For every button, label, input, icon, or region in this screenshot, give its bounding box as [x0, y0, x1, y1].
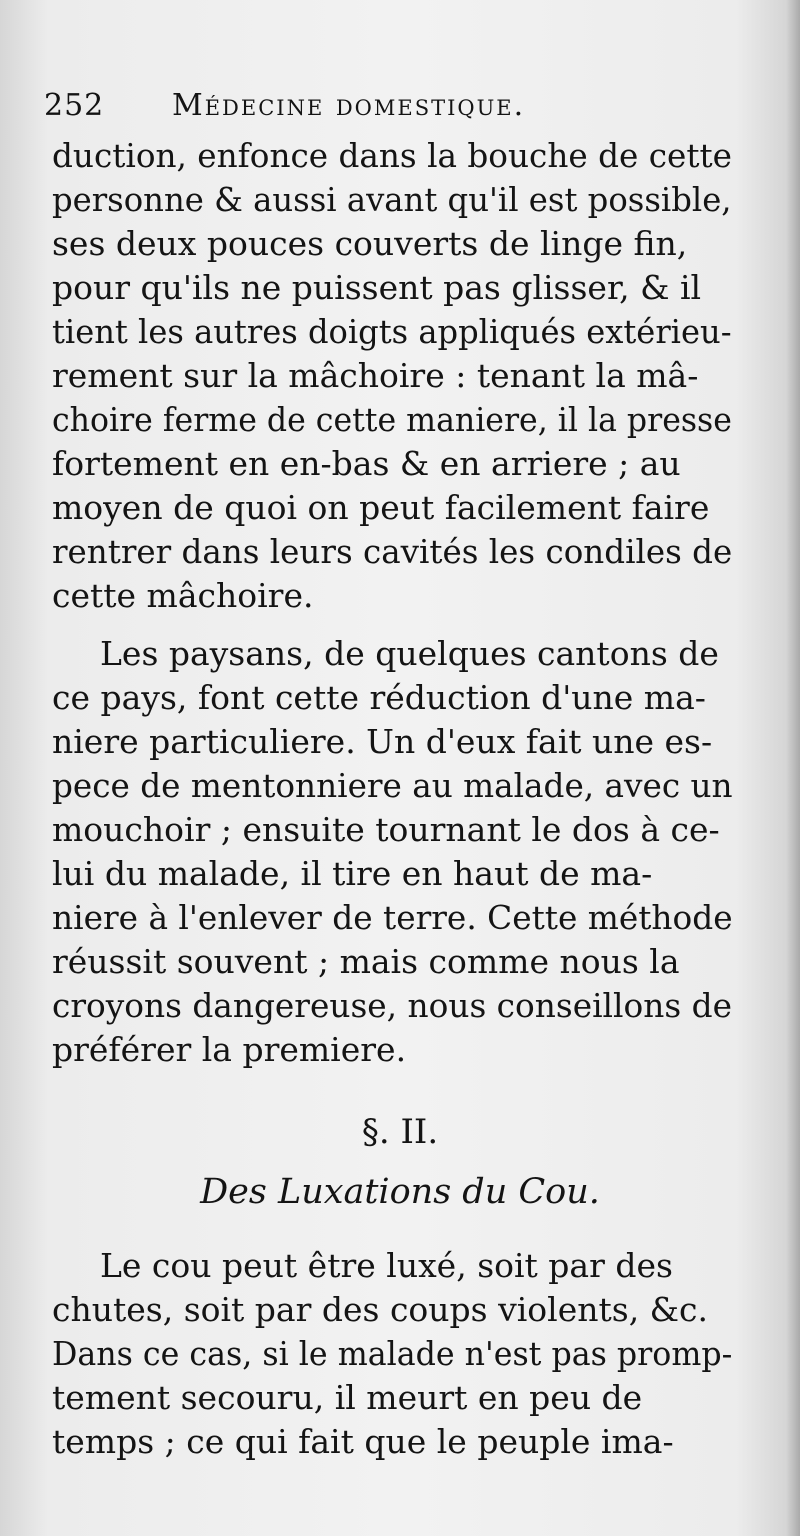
- text-line: mouchoir ; ensuite tournant le dos à ce-: [52, 810, 720, 849]
- text-line: tement secouru, il meurt en peu de: [52, 1378, 643, 1417]
- running-header: [44, 88, 744, 130]
- text-line: personne & aussi avant qu'il est possible,: [52, 180, 732, 219]
- text-line: réussit souvent ; mais comme nous la: [52, 942, 680, 981]
- text-line: Dans ce cas, si le malade n'est pas promp-: [52, 1334, 733, 1373]
- text-line: Les paysans, de quelques cantons de: [100, 634, 719, 673]
- text-line: lui du malade, il tire en haut de ma-: [52, 854, 653, 893]
- text-line: cette mâchoire.: [52, 576, 314, 615]
- text-line: Le cou peut être luxé, soit par des: [100, 1246, 673, 1285]
- text-line: choire ferme de cette maniere, il la presse: [52, 400, 732, 439]
- section-subtitle: Des Luxations du Cou.: [200, 1172, 600, 1212]
- page-number: 252: [44, 88, 105, 123]
- text-line: tient les autres doigts appliqués extérieu-: [52, 312, 732, 351]
- section-heading: §. II.: [361, 1112, 439, 1152]
- text-line: ce pays, font cette réduction d'une ma-: [52, 678, 706, 717]
- text-line: duction, enfonce dans la bouche de cette: [52, 136, 732, 175]
- text-line: croyons dangereuse, nous conseillons de: [52, 986, 732, 1025]
- text-line: chutes, soit par des coups violents, &c.: [52, 1290, 709, 1329]
- text-line: rentrer dans leurs cavités les condiles de: [52, 532, 733, 571]
- text-line: moyen de quoi on peut facilement faire: [52, 488, 710, 527]
- text-line: fortement en en-bas & en arriere ; au: [52, 444, 681, 483]
- text-line: pour qu'ils ne puissent pas glisser, & il: [52, 268, 702, 307]
- text-line: rement sur la mâchoire : tenant la mâ-: [52, 356, 699, 395]
- text-line: ses deux pouces couverts de linge fin,: [52, 224, 688, 263]
- text-line: niere particuliere. Un d'eux fait une es-: [52, 722, 713, 761]
- running-title: Médecine domestique.: [172, 88, 526, 123]
- text-line: préférer la premiere.: [52, 1030, 407, 1069]
- page-gutter-shadow: [786, 0, 800, 1536]
- text-line: pece de mentonniere au malade, avec un: [52, 766, 733, 805]
- text-line: niere à l'enlever de terre. Cette méthode: [52, 898, 733, 937]
- text-line: temps ; ce qui fait que le peuple ima-: [52, 1422, 674, 1461]
